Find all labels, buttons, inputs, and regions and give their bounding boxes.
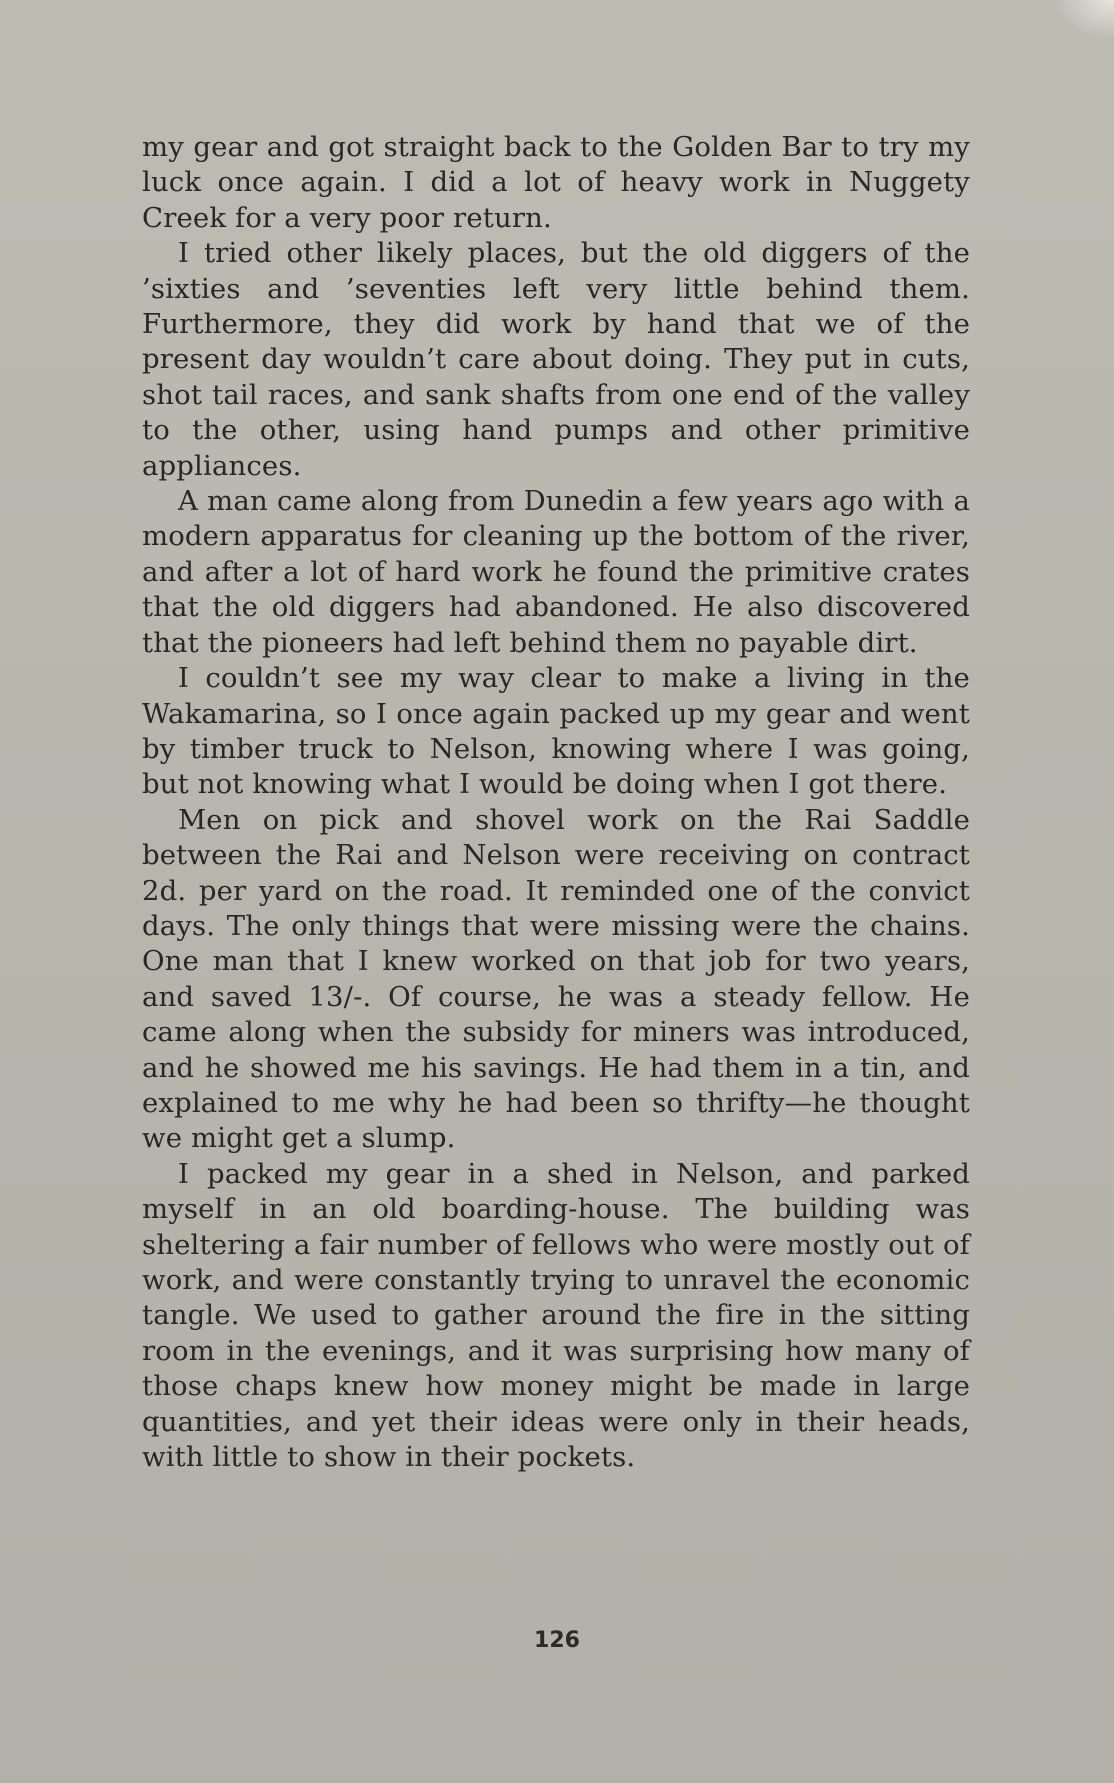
paragraph-rai-saddle: Men on pick and shovel work on the Rai Saddle between the Rai and Nelson were receiving on contract 2d. per yard on the road. It reminded one of the convict days. The only things that were missing were the chains. One man that I knew worked on that job for two years, and saved 13/-. Of course, he was a steady fellow. He came along when the subsidy for miners was introduced, and he showed me his savings. He had them in a tin, and explained to me why he had been so thrifty—he thought we might get a slump. bbox=[142, 803, 970, 1155]
body-text bbox=[142, 130, 970, 1475]
paragraph-old-diggers: I tried other likely places, but the old diggers of the ’sixties and ’seventies left very little behind them. Furthermore, they did work by hand that we of the present day wouldn’t care about doing. They put in cuts, shot tail races, and sank shafts from one end of the valley to the other, using hand pumps and other primitive appliances. bbox=[142, 237, 970, 482]
paragraph-wakamarina: I couldn’t see my way clear to make a living in the Wakamarina, so I once again packed up my gear and went by timber truck to Nelson, knowing where I was going, but not knowing what I would be doing when I got there. bbox=[142, 662, 970, 801]
page-corner-mark bbox=[1054, 0, 1114, 40]
page-number: 126 bbox=[534, 1628, 580, 1653]
paragraph-dunedin-man: A man came along from Dunedin a few years ago with a modern apparatus for cleaning up the bottom of the river, and after a lot of hard work he found the primitive crates that the old diggers had abandoned. He also discovered that the pioneers had left behind them no payable dirt. bbox=[142, 485, 970, 659]
paragraph-boarding-house: I packed my gear in a shed in Nelson, and parked myself in an old boarding-house. The building was sheltering a fair number of fellows who were mostly out of work, and were constantly trying to unravel the economic tangle. We used to gather around the fire in the sitting room in the evenings, and it was surprising how many of those chaps knew how money might be made in large quantities, and yet their ideas were only in their heads, with little to show in their pockets. bbox=[142, 1157, 970, 1474]
paragraph-continuation: my gear and got straight back to the Golden Bar to try my luck once again. I did a lot of heavy work in Nuggety Creek for a very poor return. bbox=[142, 131, 970, 234]
